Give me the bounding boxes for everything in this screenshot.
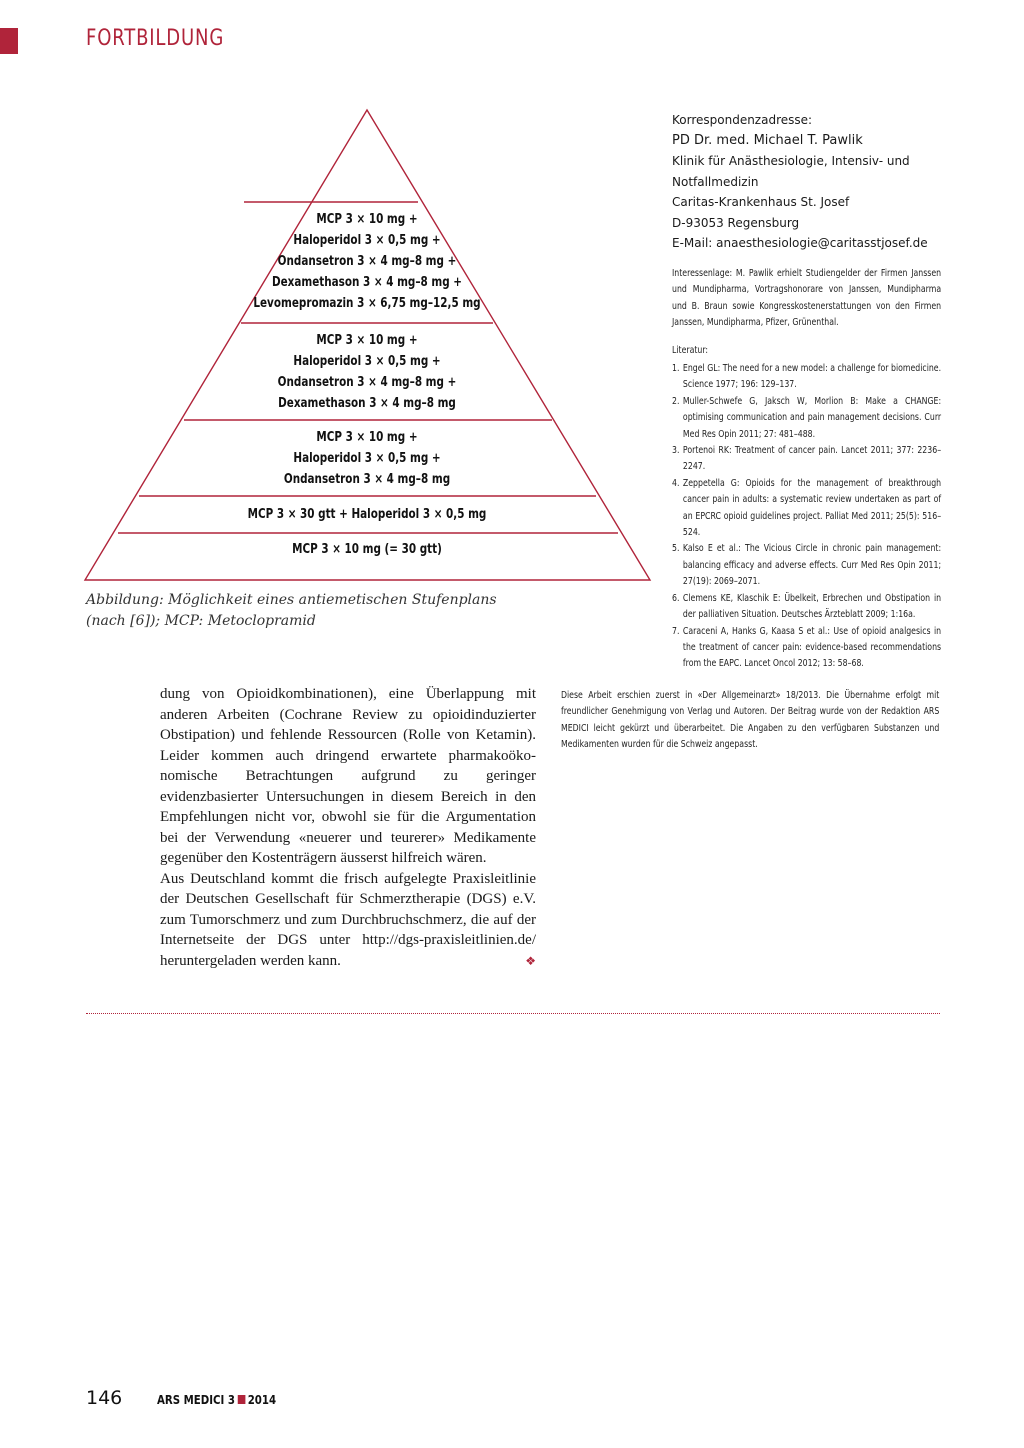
reference-number: 7. [672, 625, 680, 637]
literature-label: Literatur: [672, 345, 709, 356]
reference-item [672, 624, 941, 673]
pyramid-level-5-line: MCP 3 × 10 mg + [316, 212, 418, 227]
body-paragraph-text: Aus Deutschland kommt die frisch aufgelegte Praxisleitlinie der Deutschen Gesellschaft für Schmerztherapie (DGS) e.V. zum Tumorschmerz und zum Durchbruchschmerz, die auf der Internetseite der DGS unter http://dgs-praxisleitlinien.de/ heruntergeladen werden kann. [160, 870, 536, 969]
caption-line: (nach [6]); MCP: Metoclopramid [86, 613, 316, 629]
reference-item [672, 443, 941, 476]
journal-footer [157, 1393, 276, 1407]
reference-item [672, 476, 941, 542]
pyramid-level-4-line: Dexamethason 3 × 4 mg–8 mg [278, 396, 456, 411]
publication-note: Diese Arbeit erschien zuerst in «Der Allgemeinarzt» 18/2013. Die Übernahme erfolgt mit freundlicher Genehmigung von Verlag und Autoren. Der Beitrag wurde von der Redaktion ARS MEDICI leicht gekürzt und überarbeitet. Die Angaben zu den verfügbaren Substanzen und Medikamenten wurden für die Schweiz angepasst. [561, 690, 940, 751]
journal-name: ARS MEDICI 3 [157, 1393, 235, 1407]
correspondence-label: Korrespondenzadresse: [672, 113, 813, 127]
page-number: 146 [86, 1387, 123, 1409]
pyramid-level-5-line: Ondansetron 3 × 4 mg–8 mg + [277, 254, 457, 269]
reference-item [672, 361, 941, 394]
pyramid-level-5 [100, 209, 634, 314]
article-body [160, 684, 536, 971]
pyramid-level-1-line: MCP 3 × 10 mg (= 30 gtt) [292, 542, 442, 557]
correspondence-block [672, 110, 942, 254]
pyramid-level-4-line: MCP 3 × 10 mg + [316, 333, 418, 348]
pyramid-level-3-line: MCP 3 × 10 mg + [316, 430, 418, 445]
reference-number: 6. [672, 592, 680, 604]
reference-text: Kalso E et al.: The Vicious Circle in chronic pain management: balancing efficacy and adverse effects. Curr Med Res Opin 2011; 27(19): 2069–2071. [682, 543, 942, 588]
journal-year: 2014 [247, 1393, 277, 1407]
body-paragraph: dung von Opioidkombinationen), eine Überlappung mit anderen Arbeiten (Cochrane Review zu opioidinduzierter Obstipation) und fehlende Ressourcen (Rolle von Ketamin). Leider kommen auch dringend erwartete pharmakoökonomische Betrachtungen aufgrund zu geringer evidenzbasierter Untersuchungen in diesem Bereich in den Empfehlungen nicht vor, obwohl sie für die Argumentation bei der Verwendung «neuerer und teurerer» Medikamente gegenüber den Kostenträgern äusserst hilfreich wären. [160, 686, 536, 866]
reference-text: Portenoi RK: Treatment of cancer pain. Lancet 2011; 377: 2236–2247. [682, 445, 942, 473]
body-paragraph [160, 869, 536, 972]
reference-text: Engel GL: The need for a new model: a challenge for biomedicine. Science 1977; 196: 129–137. [682, 363, 942, 391]
figure-caption [86, 590, 497, 632]
reference-number: 1. [672, 363, 680, 374]
dotted-divider [86, 1013, 940, 1014]
section-marker [0, 28, 18, 54]
reference-item [672, 591, 941, 624]
pyramid-level-4-line: Ondansetron 3 × 4 mg–8 mg + [277, 375, 457, 390]
reference-number: 5. [672, 543, 680, 555]
reference-text: Clemens KE, Klaschik E: Übelkeit, Erbrechen und Obstipation in der palliativen Situation. Deutsches Ärzteblatt 2009; 1:16a. [682, 592, 942, 621]
pyramid-level-3-line: Haloperidol 3 × 0,5 mg + [293, 451, 441, 466]
hospital-line: Caritas-Krankenhaus St. Josef [672, 195, 850, 209]
city-line: D-93053 Regensburg [672, 215, 800, 230]
reference-number: 2. [672, 395, 680, 407]
pyramid-level-2 [100, 504, 634, 525]
reference-number: 3. [672, 445, 680, 457]
reference-list [672, 361, 941, 673]
clinic-line: Notfallmedizin [672, 174, 759, 189]
conflict-of-interest: Interessenlage: M. Pawlik erhielt Studiengelder der Firmen Janssen und Mundipharma, Vortragshonorare von Janssen, Mundipharma und B. Braun sowie Kongresskostenerstattungen von den Firmen Janssen, Mundipharma, Pfizer, Grünenthal. [672, 268, 942, 329]
pyramid-level-3 [100, 427, 634, 490]
author-name: PD Dr. med. Michael T. Pawlik [672, 132, 863, 148]
pyramid-level-1 [100, 539, 634, 560]
caption-line: Abbildung: Möglichkeit eines antiemetischen Stufenplans [86, 592, 497, 608]
pyramid-level-5-line: Dexamethason 3 × 4 mg–8 mg + [271, 275, 463, 290]
pyramid-level-4-line: Haloperidol 3 × 0,5 mg + [293, 354, 441, 369]
end-of-article-icon: ❖ [525, 953, 536, 968]
reference-item [672, 541, 941, 590]
clinic-line: Klinik für Anästhesiologie, Intensiv- und [672, 154, 910, 168]
pyramid-level-5-line: Haloperidol 3 × 0,5 mg + [293, 233, 441, 248]
reference-item [672, 394, 941, 443]
square-separator-icon [238, 1395, 246, 1404]
reference-text: Muller-Schwefe G, Jaksch W, Morlion B: Make a CHANGE: optimising communication and pain management decisions. Curr Med Res Opin 2011; 27: 481–488. [682, 395, 942, 440]
reference-text: Zeppetella G: Opioids for the management of breakthrough cancer pain in adults: a systematic review undertaken as part of an EPCRC opioid guidelines project. Palliat Med 2011; 25(5): 516–524. [682, 477, 942, 539]
pyramid-level-2-line: MCP 3 × 30 gtt + Haloperidol 3 × 0,5 mg [247, 507, 487, 522]
section-title: FORTBILDUNG [86, 26, 225, 51]
pyramid-level-3-line: Ondansetron 3 × 4 mg–8 mg [283, 472, 451, 487]
reference-text: Caraceni A, Hanks G, Kaasa S et al.: Use of opioid analgesics in the treatment of cancer pain: evidence-based recommendations from the EAPC. Lancet Oncol 2012; 13: 58–68. [682, 625, 942, 670]
pyramid-level-5-line: Levomepromazin 3 × 6,75 mg–12,5 mg [253, 296, 481, 311]
email-line[interactable]: E-Mail: anaesthesiologie@caritasstjosef.de [672, 236, 928, 250]
pyramid-level-4 [100, 330, 634, 414]
reference-number: 4. [672, 477, 680, 489]
